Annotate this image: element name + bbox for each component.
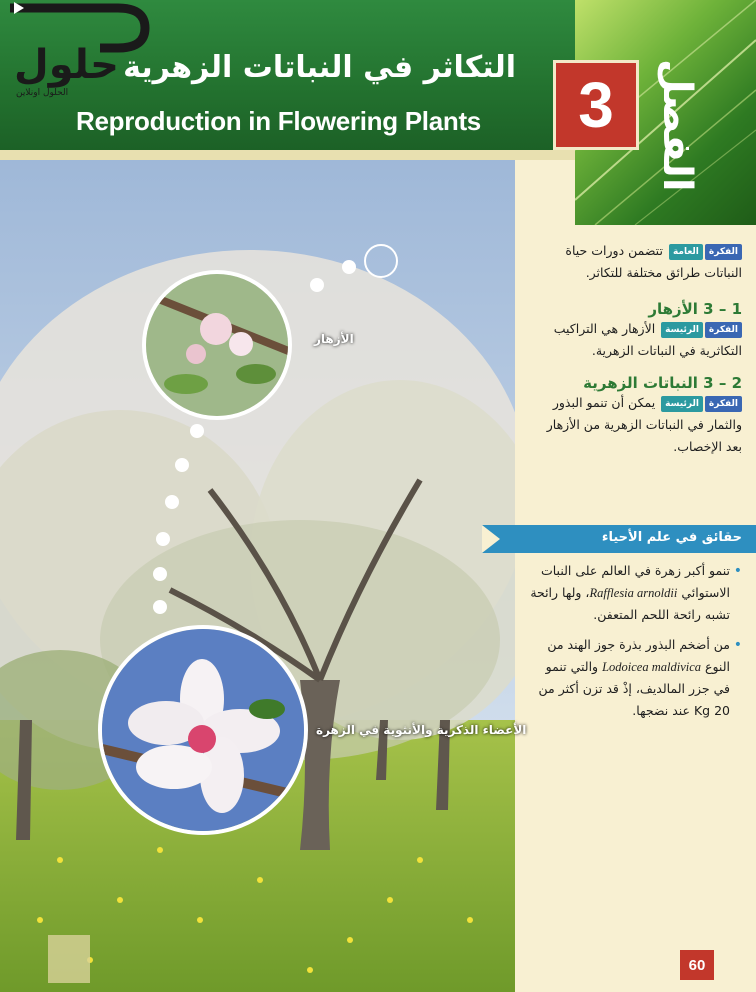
path-dot: [310, 278, 324, 292]
facts-title: حقائق في علم الأحياء: [601, 530, 742, 545]
facts-banner: [482, 525, 756, 553]
facts-list: [528, 560, 742, 730]
header-stripe: [0, 150, 575, 160]
path-dot: [190, 424, 204, 438]
fact-2-species: Lodoicea maldivica: [602, 660, 702, 674]
section-1-text: الأزهار هي التراكيب التكاثرية في النباتات الزهرية.: [553, 321, 742, 358]
facts-banner-notch: [482, 525, 500, 553]
photo-label-flowers: الأزهار: [314, 332, 354, 346]
bullet-icon: •: [733, 563, 742, 579]
section-1-paragraph: [528, 318, 742, 362]
photo-label-organs: الأعضاء الذكرية والأنثوية في الزهرة: [316, 723, 527, 737]
tag-main: الرئيسة: [661, 396, 703, 412]
path-ring: [364, 244, 398, 278]
page-number: 60: [688, 956, 706, 974]
fact-2-text-end: والتي تنمو في جزر المالديف، إذْ قد تزن أكثر من 20 Kg عند نضجها.: [538, 659, 730, 718]
chapter-label: الفصل: [654, 58, 700, 192]
path-dot: [175, 458, 189, 472]
path-dot: [156, 532, 170, 546]
section-2-text: يمكن أن تنمو البذور والثمار في النباتات الزهرية من الأزهار بعد الإخصاب.: [546, 395, 742, 454]
logo-subtitle: الحلول اونلاين: [16, 88, 69, 98]
chapter-title-english: Reproduction in Flowering Plants: [76, 106, 481, 136]
decorative-tile: [48, 935, 90, 983]
blossom-inset-top: [142, 270, 292, 420]
big-idea-text: تتضمن دورات حياة النباتات طرائق مختلفة للتكاثر.: [565, 243, 742, 280]
path-dot: [153, 567, 167, 581]
fact-1-text: تنمو أكبر زهرة في العالم على النبات الاستوائي: [540, 563, 730, 600]
summary-column: [528, 240, 742, 458]
path-dot: [342, 260, 356, 274]
big-idea-paragraph: [528, 240, 742, 284]
chapter-number: 3: [578, 69, 614, 141]
path-dot: [165, 495, 179, 509]
bullet-icon: •: [733, 637, 742, 653]
chapter-title-arabic: التكاثر في النباتات الزهرية: [123, 50, 516, 85]
chapter-number-box: [553, 60, 639, 150]
fact-1-species: Rafflesia arnoldii: [589, 586, 678, 600]
site-logo: [0, 0, 150, 104]
section-2-paragraph: [528, 392, 742, 458]
fact-item: [528, 560, 742, 626]
tag-big-idea: الفكرة: [705, 244, 742, 260]
fact-1-text-end: ، ولها رائحة تشبه رائحة اللحم المتعفن.: [530, 585, 730, 622]
section-heading-1: 1 – 3 الأزهار: [648, 300, 742, 318]
tag-idea: الفكرة: [705, 396, 742, 412]
page-number-box: [680, 950, 714, 980]
section-heading-2: 2 – 3 النباتات الزهرية: [583, 374, 742, 392]
blossom-inset-bottom: [98, 625, 308, 835]
tag-general: العامة: [669, 244, 703, 260]
fact-item: [528, 634, 742, 722]
tag-idea: الفكرة: [705, 322, 742, 338]
logo-wordmark: حلول: [14, 42, 119, 88]
tag-main: الرئيسة: [661, 322, 703, 338]
fact-2-text: من أضخم البذور بذرة جوز الهند من النوع: [547, 637, 730, 674]
path-dot: [153, 600, 167, 614]
